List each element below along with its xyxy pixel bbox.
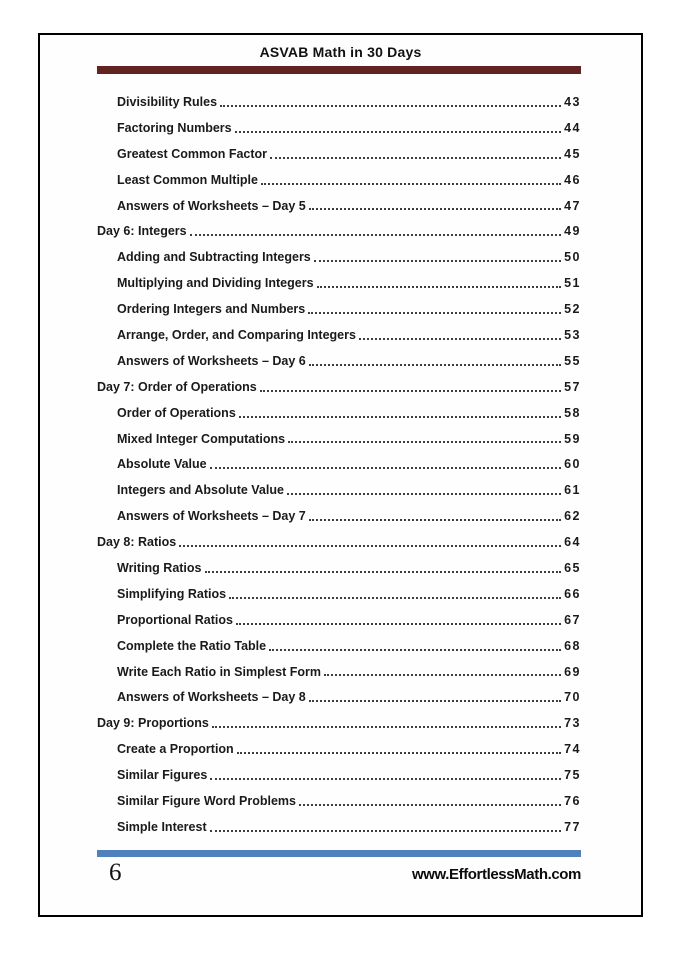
toc-dot-leader bbox=[210, 467, 561, 469]
toc-entry bbox=[97, 451, 581, 477]
toc-dot-leader bbox=[270, 157, 561, 159]
toc-entry-page: 46 bbox=[564, 172, 581, 187]
toc-dot-leader bbox=[210, 830, 561, 832]
toc-dot-leader bbox=[324, 674, 561, 676]
toc-entry-page: 77 bbox=[564, 819, 581, 834]
toc-entry-page: 58 bbox=[564, 405, 581, 420]
toc-entry bbox=[97, 529, 581, 555]
toc-entry-page: 59 bbox=[564, 431, 581, 446]
toc-entry-page: 68 bbox=[564, 638, 581, 653]
toc-dot-leader bbox=[179, 545, 561, 547]
toc-entry-page: 73 bbox=[564, 716, 581, 731]
toc-entry-page: 61 bbox=[564, 483, 581, 498]
toc-dot-leader bbox=[229, 597, 561, 599]
toc-entry bbox=[97, 296, 581, 322]
toc-entry-page: 49 bbox=[564, 224, 581, 239]
toc-entry-label: Proportional Ratios bbox=[117, 612, 233, 627]
toc-entry bbox=[97, 141, 581, 167]
toc-entry-label: Create a Proportion bbox=[117, 742, 234, 757]
toc-dot-leader bbox=[309, 364, 561, 366]
toc-entry-label: Divisibility Rules bbox=[117, 94, 218, 109]
toc-entry-label: Day 7: Order of Operations bbox=[97, 379, 257, 394]
toc-entry-page: 74 bbox=[564, 742, 581, 757]
toc-entry-label: Answers of Worksheets – Day 7 bbox=[117, 509, 306, 524]
toc-entry-label: Adding and Subtracting Integers bbox=[117, 250, 311, 265]
toc-dot-leader bbox=[299, 804, 561, 806]
toc-entry bbox=[97, 633, 581, 659]
toc-dot-leader bbox=[210, 778, 561, 780]
toc-dot-leader bbox=[308, 312, 561, 314]
toc-dot-leader bbox=[309, 700, 561, 702]
toc-dot-leader bbox=[237, 752, 561, 754]
page-header-title: ASVAB Math in 30 Days bbox=[259, 44, 422, 60]
toc-entry-page: 57 bbox=[564, 379, 581, 394]
toc-entry-label: Answers of Worksheets – Day 6 bbox=[117, 353, 306, 368]
toc-entry-page: 60 bbox=[564, 457, 581, 472]
toc-entry-label: Answers of Worksheets – Day 8 bbox=[117, 690, 306, 705]
toc-entry bbox=[97, 710, 581, 736]
toc-entry bbox=[97, 167, 581, 193]
toc-dot-leader bbox=[269, 649, 561, 651]
toc-entry-page: 53 bbox=[564, 327, 581, 342]
toc-entry-page: 55 bbox=[564, 353, 581, 368]
toc-entry bbox=[97, 400, 581, 426]
header-rule bbox=[97, 66, 581, 74]
toc-entry bbox=[97, 244, 581, 270]
toc-entry-label: Multiplying and Dividing Integers bbox=[117, 276, 314, 291]
toc-dot-leader bbox=[205, 571, 562, 573]
toc-entry-page: 51 bbox=[564, 276, 581, 291]
toc-entry-page: 66 bbox=[564, 586, 581, 601]
toc-dot-leader bbox=[317, 286, 562, 288]
toc-dot-leader bbox=[260, 390, 561, 392]
toc-entry bbox=[97, 814, 581, 840]
page-footer bbox=[97, 859, 581, 887]
toc-entry bbox=[97, 348, 581, 374]
toc-entry-label: Day 8: Ratios bbox=[97, 535, 177, 550]
toc-entry bbox=[97, 607, 581, 633]
toc-entry-label: Mixed Integer Computations bbox=[117, 431, 286, 446]
toc-dot-leader bbox=[212, 726, 561, 728]
toc-entry-label: Answers of Worksheets – Day 5 bbox=[117, 198, 306, 213]
document-page bbox=[38, 33, 643, 917]
toc-dot-leader bbox=[309, 519, 561, 521]
toc-dot-leader bbox=[261, 183, 561, 185]
toc-dot-leader bbox=[239, 416, 561, 418]
toc-entry-label: Writing Ratios bbox=[117, 560, 202, 575]
toc-entry-label: Day 9: Proportions bbox=[97, 716, 209, 731]
toc-entry-label: Day 6: Integers bbox=[97, 224, 187, 239]
toc-entry bbox=[97, 374, 581, 400]
toc-entry bbox=[97, 218, 581, 244]
toc-entry-page: 44 bbox=[564, 120, 581, 135]
toc-entry-page: 75 bbox=[564, 768, 581, 783]
toc-entry-page: 47 bbox=[564, 198, 581, 213]
toc-entry bbox=[97, 322, 581, 348]
toc-dot-leader bbox=[236, 623, 561, 625]
toc-entry bbox=[97, 503, 581, 529]
toc-entry bbox=[97, 115, 581, 141]
toc-entry-page: 67 bbox=[564, 612, 581, 627]
toc-entry bbox=[97, 762, 581, 788]
toc-dot-leader bbox=[314, 260, 561, 262]
toc-entry-label: Least Common Multiple bbox=[117, 172, 258, 187]
toc-entry-label: Absolute Value bbox=[117, 457, 207, 472]
toc-entry bbox=[97, 426, 581, 452]
toc-entry bbox=[97, 89, 581, 115]
toc-list bbox=[97, 89, 581, 840]
toc-entry-page: 76 bbox=[564, 793, 581, 808]
toc-entry-page: 45 bbox=[564, 146, 581, 161]
toc-entry bbox=[97, 788, 581, 814]
toc-entry-label: Simplifying Ratios bbox=[117, 586, 227, 601]
toc-entry-page: 43 bbox=[564, 94, 581, 109]
toc-dot-leader bbox=[288, 441, 561, 443]
toc-dot-leader bbox=[190, 234, 561, 236]
toc-entry bbox=[97, 270, 581, 296]
toc-entry-label: Simple Interest bbox=[117, 819, 207, 834]
footer-website: www.EffortlessMath.com bbox=[411, 866, 581, 883]
toc-dot-leader bbox=[359, 338, 561, 340]
toc-entry bbox=[97, 477, 581, 503]
toc-entry-label: Write Each Ratio in Simplest Form bbox=[117, 664, 321, 679]
toc-entry-label: Ordering Integers and Numbers bbox=[117, 302, 306, 317]
toc-entry-label: Factoring Numbers bbox=[117, 120, 232, 135]
footer-rule bbox=[97, 850, 581, 857]
toc-entry-page: 65 bbox=[564, 560, 581, 575]
toc-entry-page: 70 bbox=[564, 690, 581, 705]
toc-entry bbox=[97, 736, 581, 762]
toc-entry-label: Order of Operations bbox=[117, 405, 236, 420]
toc-entry-label: Greatest Common Factor bbox=[117, 146, 268, 161]
toc-entry bbox=[97, 684, 581, 710]
toc-entry-label: Arrange, Order, and Comparing Integers bbox=[117, 327, 356, 342]
toc-dot-leader bbox=[220, 105, 561, 107]
toc-entry bbox=[97, 659, 581, 685]
toc-entry bbox=[97, 555, 581, 581]
toc-entry-label: Integers and Absolute Value bbox=[117, 483, 284, 498]
toc-entry-page: 64 bbox=[564, 535, 581, 550]
toc-entry-page: 50 bbox=[564, 250, 581, 265]
footer-page-number: 6 bbox=[109, 859, 122, 886]
toc-dot-leader bbox=[287, 493, 561, 495]
toc-dot-leader bbox=[235, 131, 561, 133]
toc-entry bbox=[97, 581, 581, 607]
toc-entry-label: Complete the Ratio Table bbox=[117, 638, 267, 653]
toc-dot-leader bbox=[309, 208, 561, 210]
toc-entry-label: Similar Figures bbox=[117, 768, 208, 783]
toc-entry-page: 69 bbox=[564, 664, 581, 679]
toc-entry bbox=[97, 193, 581, 219]
toc-entry-label: Similar Figure Word Problems bbox=[117, 793, 296, 808]
toc-entry-page: 52 bbox=[564, 302, 581, 317]
toc-entry-page: 62 bbox=[564, 509, 581, 524]
